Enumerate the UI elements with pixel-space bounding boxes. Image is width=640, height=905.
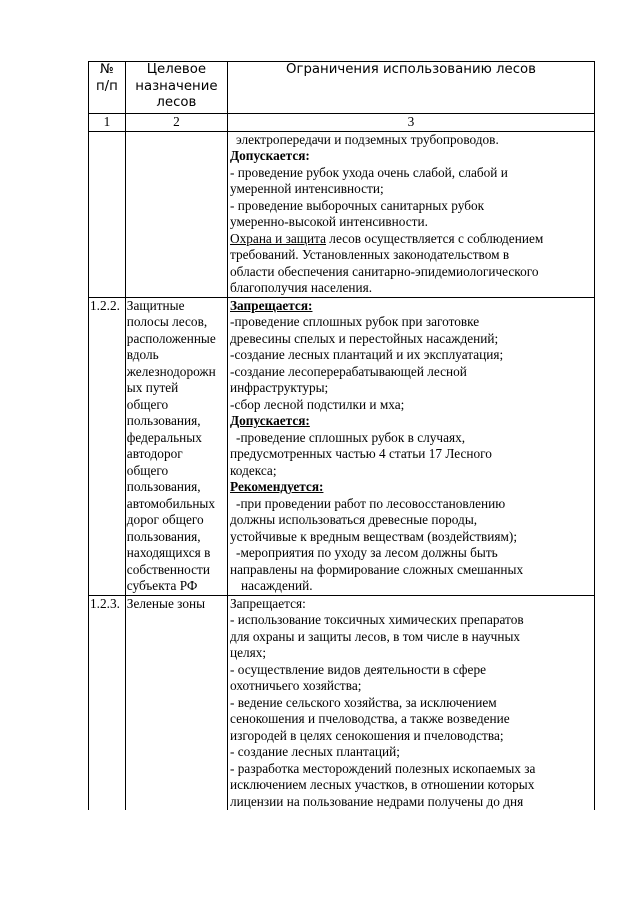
column-number: 3 (228, 114, 595, 132)
prohibited-heading: Запрещается: (230, 595, 306, 611)
text-line: целях; (230, 645, 267, 660)
purpose-line: собственности (126, 561, 210, 577)
table-row-1-2-3 (89, 595, 595, 810)
column-number-row (89, 114, 595, 132)
text-line: требований. Установленных законодательством в (230, 247, 510, 262)
text-line: изгородей в целях сенокошения и пчеловодства; (230, 727, 504, 743)
purpose-line: расположенные (126, 330, 216, 346)
purpose-line: автомобильных (126, 495, 216, 511)
header-purpose-line: назначение (135, 78, 218, 94)
purpose-line: субъекта РФ (126, 578, 198, 593)
header-num-line: № (99, 62, 114, 77)
text-line: умеренно-высокой интенсивности. (230, 214, 428, 229)
recommended-heading: Рекомендуется: (230, 479, 324, 494)
header-num-line: п/п (95, 78, 118, 94)
text-line: области обеспечения санитарно-эпидемиологического (230, 263, 539, 279)
purpose-line: пользования, (126, 528, 201, 544)
text-line: лицензии на пользование недрами получены до дня (230, 793, 524, 809)
header-purpose-cell (125, 62, 227, 114)
text-line: исключением лесных участков, в отношении которых (230, 777, 535, 792)
text-line: - разработка месторождений полезных ископаемых за (230, 760, 536, 776)
text-line: должны использоваться древесные породы, (230, 512, 478, 527)
table-row-1-2-2 (89, 297, 595, 595)
header-row (89, 62, 595, 114)
underlined-phrase: Охрана и защита (230, 230, 326, 246)
header-purpose-line: лесов (156, 95, 197, 110)
text-line: -проведение сплошных рубок в случаях, (236, 429, 466, 445)
row-num-cell (89, 595, 126, 810)
purpose-line: федеральных (126, 429, 202, 445)
purpose-line: полосы лесов, (126, 314, 208, 329)
column-number: 1 (89, 114, 126, 132)
text-line: -проведение сплошных рубок при заготовке (230, 314, 480, 329)
text-line: направлены на формирование сложных смешанных (230, 561, 524, 577)
row-restrictions-cell (228, 131, 595, 297)
text-line: - создание лесных плантаций; (230, 744, 400, 759)
purpose-line: ых путей (126, 380, 179, 395)
text-line: -создание лесоперерабатывающей лесной (230, 363, 467, 379)
text-line: - проведение рубок ухода очень слабой, слабой и (230, 164, 508, 180)
column-number: 2 (125, 114, 227, 132)
text-line: умеренной интенсивности; (230, 181, 384, 196)
purpose-line: Защитные (126, 297, 185, 313)
prohibited-heading: Запрещается: (230, 297, 313, 313)
text-line: кодекса; (230, 462, 277, 478)
text-line: -создание лесных плантаций и их эксплуатация; (230, 347, 504, 362)
purpose-line: общего (126, 462, 169, 478)
row-num-cell (89, 297, 126, 595)
row-purpose-cell (125, 595, 227, 810)
purpose-line: находящихся в (126, 545, 211, 560)
text-line: предусмотренных частью 4 статьи 17 Лесного (230, 446, 492, 461)
text-line: - осуществление видов деятельности в сфере (230, 661, 486, 677)
row-restrictions-cell (228, 297, 595, 595)
text-line: инфраструктуры; (230, 380, 329, 395)
text-line: -при проведении работ по лесовосстановлению (236, 495, 506, 511)
row-number: 1.2.3. (90, 595, 120, 611)
text-line (230, 231, 592, 248)
text-line: - ведение сельского хозяйства, за исключением (230, 694, 497, 710)
table-row-continued (89, 131, 595, 297)
purpose-line: железнодорожн (126, 363, 216, 379)
text-line: насаждений. (241, 578, 313, 593)
header-num-cell (89, 62, 126, 114)
allowed-heading: Допускается: (230, 148, 310, 163)
purpose-line: вдоль (126, 347, 159, 362)
purpose-line: пользования, (126, 413, 201, 428)
allowed-heading: Допускается: (230, 413, 310, 428)
row-num-cell (89, 131, 126, 297)
text-line: устойчивые к вредным веществам (воздействиям); (230, 528, 518, 544)
header-restrictions-label: Ограничения использованию лесов (286, 62, 536, 77)
header-restrictions-cell (228, 62, 595, 114)
text-line: - проведение выборочных санитарных рубок (230, 197, 485, 213)
text-line: охотничьего хозяйства; (230, 678, 362, 693)
purpose-line: дорог общего (126, 512, 204, 527)
restrictions-table (88, 61, 595, 810)
row-restrictions-cell (228, 595, 595, 810)
header-purpose-line: Целевое (146, 62, 207, 77)
text-line: -сбор лесной подстилки и мха; (230, 396, 405, 412)
text-line: для охраны и защиты лесов, в том числе в научных (230, 628, 521, 644)
text-line: сенокошения и пчеловодства, а также возведение (230, 711, 510, 726)
row-purpose-cell (125, 297, 227, 595)
text-line: -мероприятия по уходу за лесом должны быть (236, 545, 498, 560)
text-line: благополучия населения. (230, 280, 373, 295)
row-number: 1.2.2. (90, 297, 120, 313)
purpose-line: пользования, (126, 479, 201, 494)
purpose-line: общего (126, 396, 169, 412)
text-line: древесины спелых и перестойных насаждений; (230, 330, 499, 346)
purpose-line: Зеленые зоны (126, 595, 206, 611)
purpose-line: автодорог (126, 446, 183, 461)
row-purpose-cell (125, 131, 227, 297)
text-line: - использование токсичных химических препаратов (230, 612, 524, 627)
text-fragment: лесов осуществляется с соблюдением (325, 230, 544, 246)
text-line: электропередачи и подземных трубопроводов. (236, 131, 499, 147)
